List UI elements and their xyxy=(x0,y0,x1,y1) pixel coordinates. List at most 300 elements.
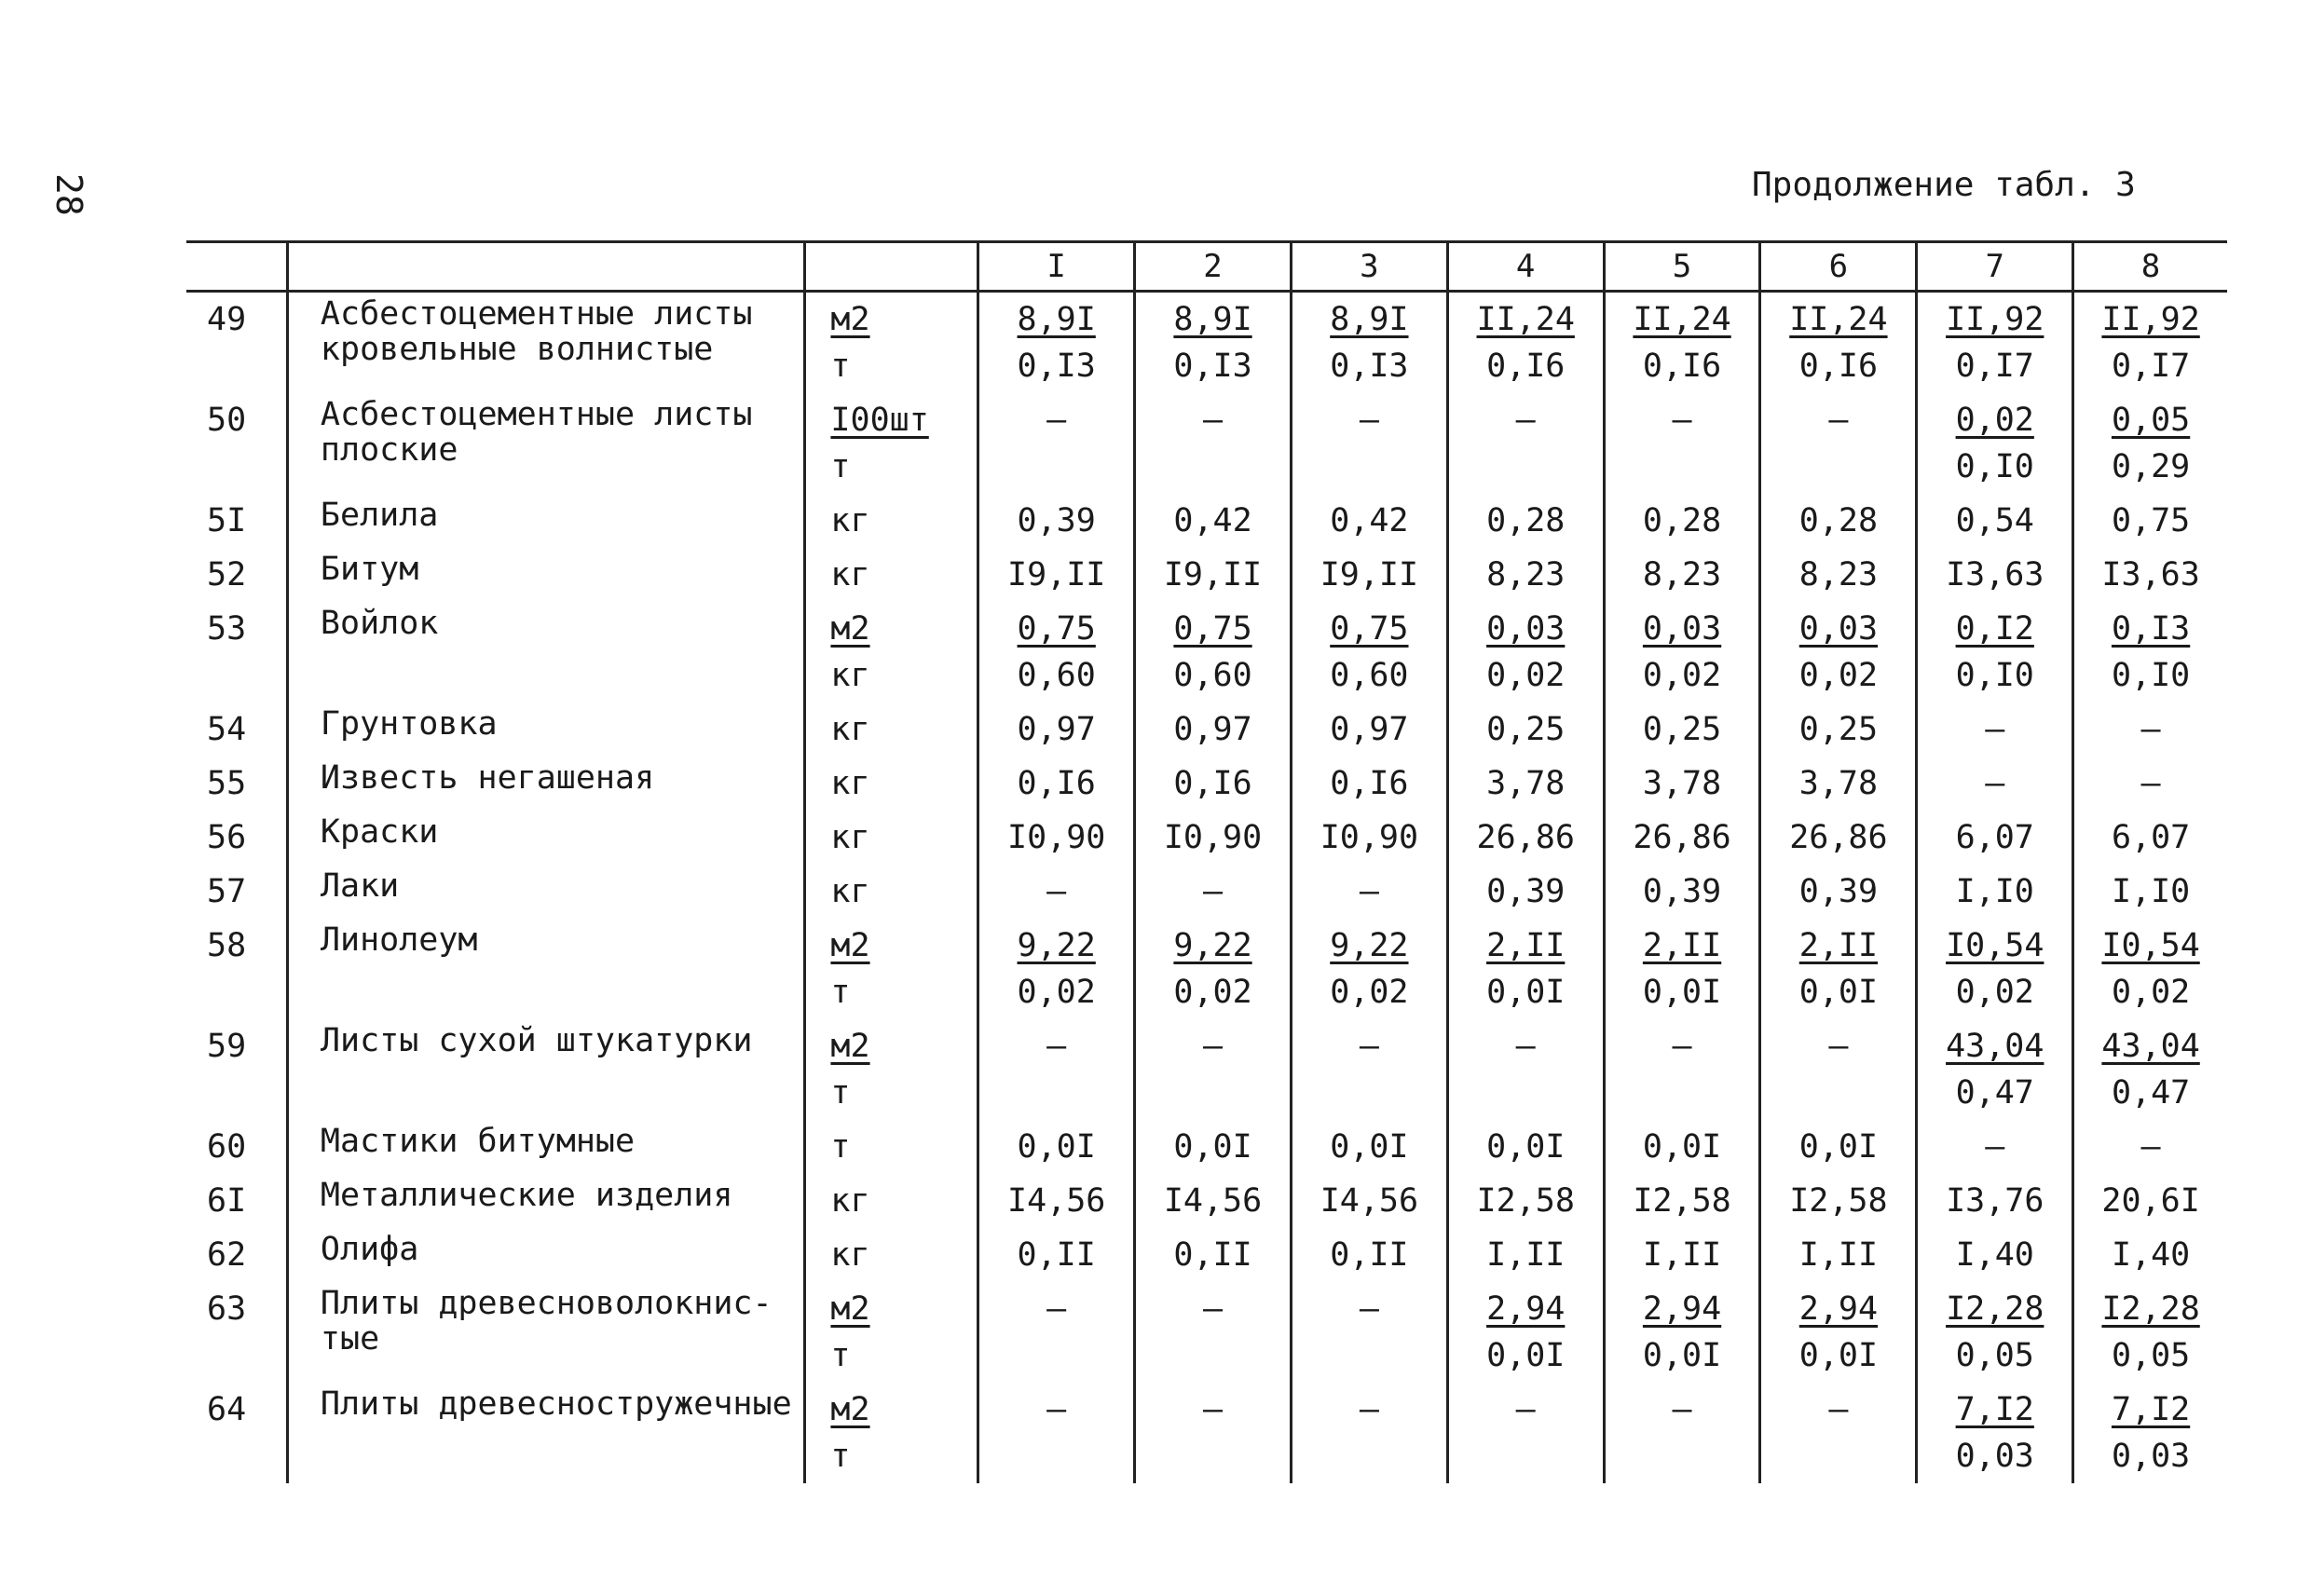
value-text: 0,39 xyxy=(1642,873,1722,910)
value-line xyxy=(1606,552,1759,598)
value-line xyxy=(1136,1124,1290,1170)
unit-cell xyxy=(806,1228,979,1282)
material-name-line: Линолеум xyxy=(320,922,478,958)
value-line xyxy=(979,443,1133,490)
value-text: 0,I2 xyxy=(1955,610,2034,648)
table-row xyxy=(186,703,2227,757)
material-name xyxy=(289,1174,807,1228)
value-text: 0,0I xyxy=(1642,1128,1722,1166)
value-cell-col-6 xyxy=(1761,1174,1918,1228)
value-text: 6,07 xyxy=(2111,819,2191,856)
value-text: 0,I6 xyxy=(1017,765,1096,802)
value-line xyxy=(1292,652,1446,699)
value-text: – xyxy=(2140,711,2161,748)
value-text: 0,0I xyxy=(1798,1337,1879,1374)
value-text: II,24 xyxy=(1476,301,1575,338)
value-text: 20,6I xyxy=(2101,1182,2200,1220)
value-line xyxy=(1606,652,1759,699)
value-text: 0,0I xyxy=(1486,974,1566,1011)
value-line xyxy=(1136,1178,1290,1224)
value-cell-col-2 xyxy=(1136,1174,1292,1228)
value-line xyxy=(1606,1232,1759,1278)
value-cell-col-6 xyxy=(1761,1228,1918,1282)
unit-text: кг xyxy=(830,502,870,539)
unit-cell xyxy=(806,1282,979,1383)
value-line xyxy=(1136,498,1290,544)
value-text: 26,86 xyxy=(1789,819,1888,856)
value-line xyxy=(979,552,1133,598)
value-line xyxy=(1449,969,1603,1016)
value-text: II,92 xyxy=(1946,301,2044,338)
page-number: 28 xyxy=(48,173,89,216)
value-text: 7,I2 xyxy=(2111,1391,2191,1428)
value-cell-col-7 xyxy=(1918,1383,2074,1483)
value-text: 43,04 xyxy=(1946,1028,2044,1065)
value-line xyxy=(2074,760,2227,807)
value-text: – xyxy=(2140,765,2161,802)
unit-line xyxy=(830,343,977,389)
value-line xyxy=(2074,498,2227,544)
value-line xyxy=(1136,760,1290,807)
value-line xyxy=(1761,1433,1915,1480)
unit-text: м2 xyxy=(830,610,870,648)
value-cell-col-7 xyxy=(1918,393,2074,494)
header-cell: 2 xyxy=(1136,243,1292,290)
value-cell-col-4 xyxy=(1449,602,1606,703)
value-line xyxy=(1449,868,1603,915)
value-cell-col-8 xyxy=(2074,1228,2227,1282)
value-cell-col-8 xyxy=(2074,1120,2227,1174)
header-cell: 3 xyxy=(1292,243,1449,290)
value-line xyxy=(1918,969,2072,1016)
row-number-text: 55 xyxy=(207,765,247,802)
value-line xyxy=(1918,922,2072,969)
value-line xyxy=(1292,1332,1446,1379)
value-line xyxy=(1449,922,1603,969)
value-line xyxy=(1136,1433,1290,1480)
value-text: 2,94 xyxy=(1798,1290,1879,1328)
row-number xyxy=(186,811,289,865)
value-line xyxy=(1761,606,1915,652)
value-text: 0,02 xyxy=(1173,974,1252,1011)
value-line xyxy=(1449,1386,1603,1433)
value-line xyxy=(1761,343,1915,389)
value-cell-col-2 xyxy=(1136,293,1292,393)
unit-line xyxy=(830,1124,977,1170)
value-line xyxy=(1606,498,1759,544)
value-text: 0,42 xyxy=(1173,502,1252,539)
value-cell-col-8 xyxy=(2074,494,2227,548)
value-text: 7,I2 xyxy=(1955,1391,2034,1428)
value-cell-col-3 xyxy=(1292,1174,1449,1228)
value-line xyxy=(1449,606,1603,652)
value-cell-col-5 xyxy=(1606,1019,1762,1120)
value-text: I0,90 xyxy=(1163,819,1263,856)
header-cell xyxy=(806,243,979,290)
unit-cell xyxy=(806,1383,979,1483)
value-line xyxy=(1761,498,1915,544)
row-number xyxy=(186,703,289,757)
value-text: I0,54 xyxy=(2101,927,2200,964)
value-cell-col-5 xyxy=(1606,548,1762,602)
value-cell-col-4 xyxy=(1449,1383,1606,1483)
value-line xyxy=(2074,868,2227,915)
value-cell-col-1 xyxy=(979,1120,1136,1174)
unit-text: кг xyxy=(830,657,870,694)
unit-text: м2 xyxy=(830,301,870,338)
value-text: 2,II xyxy=(1642,927,1722,964)
value-text: I3,63 xyxy=(2101,556,2200,593)
unit-cell xyxy=(806,1174,979,1228)
value-line xyxy=(1918,1386,2072,1433)
value-line xyxy=(979,868,1133,915)
value-line xyxy=(1136,868,1290,915)
value-text: 43,04 xyxy=(2101,1028,2200,1065)
value-line xyxy=(1918,606,2072,652)
unit-text: м2 xyxy=(830,1290,870,1328)
value-text: I2,58 xyxy=(1633,1182,1731,1220)
material-name-line: кровельные волнистые xyxy=(320,332,714,367)
value-text: 0,0I xyxy=(1017,1128,1096,1166)
value-text: – xyxy=(1828,1391,1849,1428)
value-text: 0,I0 xyxy=(2111,657,2191,694)
value-cell-col-2 xyxy=(1136,1228,1292,1282)
value-line xyxy=(1292,1286,1446,1332)
material-name-line: Битум xyxy=(320,552,419,587)
value-line xyxy=(1761,1286,1915,1332)
value-cell-col-6 xyxy=(1761,494,1918,548)
value-line xyxy=(1918,1178,2072,1224)
value-line xyxy=(1449,1332,1603,1379)
value-cell-col-3 xyxy=(1292,865,1449,919)
unit-cell xyxy=(806,1120,979,1174)
value-line xyxy=(979,922,1133,969)
material-name-line: Грунтовка xyxy=(320,706,498,742)
value-text: 0,I3 xyxy=(1330,348,1409,385)
unit-cell xyxy=(806,393,979,494)
value-text: 0,0I xyxy=(1330,1128,1409,1166)
value-line xyxy=(1761,1124,1915,1170)
value-line xyxy=(979,1023,1133,1070)
value-text: 0,I6 xyxy=(1486,348,1566,385)
row-number-text: 54 xyxy=(207,711,247,748)
row-number xyxy=(186,1282,289,1383)
value-cell-col-3 xyxy=(1292,757,1449,811)
value-line xyxy=(979,1178,1133,1224)
value-cell-col-8 xyxy=(2074,1282,2227,1383)
value-text: 0,02 xyxy=(1017,974,1096,1011)
value-line xyxy=(1761,1386,1915,1433)
value-line xyxy=(2074,343,2227,389)
value-text: 0,I6 xyxy=(1798,348,1879,385)
value-cell-col-5 xyxy=(1606,1228,1762,1282)
value-line xyxy=(2074,814,2227,861)
value-text: 0,28 xyxy=(1642,502,1722,539)
value-cell-col-3 xyxy=(1292,1120,1449,1174)
value-line xyxy=(1292,498,1446,544)
unit-text: м2 xyxy=(830,927,870,964)
value-line xyxy=(979,1433,1133,1480)
value-line xyxy=(1292,1232,1446,1278)
value-line xyxy=(1136,606,1290,652)
value-text: 0,0I xyxy=(1798,1128,1879,1166)
row-number xyxy=(186,1174,289,1228)
value-line xyxy=(1136,652,1290,699)
value-cell-col-1 xyxy=(979,703,1136,757)
unit-text: т xyxy=(830,974,851,1011)
unit-text: кг xyxy=(830,1236,870,1274)
value-line xyxy=(979,296,1133,343)
value-line xyxy=(1761,760,1915,807)
material-name-line: тые xyxy=(320,1321,380,1357)
unit-line xyxy=(830,1433,977,1480)
value-cell-col-1 xyxy=(979,1383,1136,1483)
value-text: – xyxy=(1359,873,1379,910)
value-text: 9,22 xyxy=(1173,927,1252,964)
value-line xyxy=(1292,296,1446,343)
value-line xyxy=(979,814,1133,861)
value-text: 0,02 xyxy=(1955,974,2034,1011)
value-text: 2,II xyxy=(1486,927,1566,964)
value-line xyxy=(1136,814,1290,861)
row-number xyxy=(186,602,289,703)
value-cell-col-4 xyxy=(1449,757,1606,811)
table-row xyxy=(186,494,2227,548)
value-text: – xyxy=(1359,1290,1379,1328)
row-number-text: 6I xyxy=(207,1182,247,1220)
value-line xyxy=(1136,343,1290,389)
table-row xyxy=(186,1282,2227,1383)
value-cell-col-4 xyxy=(1449,1174,1606,1228)
value-line xyxy=(1761,397,1915,443)
material-name-line: плоские xyxy=(320,432,458,468)
value-text: – xyxy=(1985,711,2005,748)
table-row xyxy=(186,757,2227,811)
value-text: – xyxy=(1202,1028,1224,1065)
row-number xyxy=(186,865,289,919)
unit-text: т xyxy=(830,1337,851,1374)
unit-text: т xyxy=(830,348,851,385)
value-cell-col-6 xyxy=(1761,293,1918,393)
value-text: 0,75 xyxy=(1330,610,1409,648)
value-text: 0,II xyxy=(1173,1236,1252,1274)
table-row xyxy=(186,602,2227,703)
value-cell-col-6 xyxy=(1761,703,1918,757)
value-text: II,24 xyxy=(1789,301,1888,338)
material-name xyxy=(289,1228,807,1282)
value-text: 0,75 xyxy=(1017,610,1096,648)
value-text: 6,07 xyxy=(1955,819,2034,856)
value-text: I,40 xyxy=(1955,1236,2034,1274)
unit-text: м2 xyxy=(830,1391,870,1428)
unit-text: т xyxy=(830,1438,851,1475)
value-line xyxy=(1761,814,1915,861)
value-line xyxy=(1606,1070,1759,1116)
value-cell-col-4 xyxy=(1449,1282,1606,1383)
value-line xyxy=(1606,969,1759,1016)
unit-cell xyxy=(806,494,979,548)
value-line xyxy=(1292,922,1446,969)
value-cell-col-7 xyxy=(1918,602,2074,703)
value-cell-col-5 xyxy=(1606,1383,1762,1483)
value-line xyxy=(1449,552,1603,598)
value-text: 0,29 xyxy=(2111,448,2191,485)
unit-text: т xyxy=(830,448,851,485)
value-line xyxy=(1918,552,2072,598)
value-line xyxy=(1136,1070,1290,1116)
unit-line xyxy=(830,868,977,915)
value-text: I3,76 xyxy=(1946,1182,2044,1220)
value-cell-col-5 xyxy=(1606,865,1762,919)
material-name-line: Краски xyxy=(320,814,439,850)
value-text: – xyxy=(1515,1028,1536,1065)
unit-line xyxy=(830,498,977,544)
value-line xyxy=(1918,343,2072,389)
value-text: – xyxy=(1359,402,1379,439)
value-line xyxy=(2074,1332,2227,1379)
unit-text: кг xyxy=(830,711,870,748)
row-number xyxy=(186,1383,289,1483)
table-row xyxy=(186,293,2227,393)
value-text: 0,03 xyxy=(1798,610,1879,648)
value-text: 0,60 xyxy=(1017,657,1096,694)
value-line xyxy=(1606,706,1759,753)
value-cell-col-1 xyxy=(979,602,1136,703)
material-name xyxy=(289,393,807,494)
value-cell-col-8 xyxy=(2074,602,2227,703)
table-row xyxy=(186,1019,2227,1120)
value-line xyxy=(1606,1286,1759,1332)
material-name-line: Листы сухой штукатурки xyxy=(320,1023,753,1058)
unit-cell xyxy=(806,602,979,703)
value-line xyxy=(1918,652,2072,699)
value-line xyxy=(2074,1232,2227,1278)
value-cell-col-6 xyxy=(1761,757,1918,811)
value-line xyxy=(2074,969,2227,1016)
value-line xyxy=(1606,760,1759,807)
value-line xyxy=(979,969,1133,1016)
material-name xyxy=(289,865,807,919)
value-line xyxy=(1292,1386,1446,1433)
value-text: 0,I7 xyxy=(2111,348,2191,385)
value-text: 0,I6 xyxy=(1330,765,1409,802)
value-text: 0,I7 xyxy=(1955,348,2034,385)
table-header-row xyxy=(186,243,2227,293)
value-line xyxy=(1918,1286,2072,1332)
value-line xyxy=(1292,552,1446,598)
value-line xyxy=(1918,296,2072,343)
value-text: 0,II xyxy=(1330,1236,1409,1274)
value-text: 2,II xyxy=(1798,927,1879,964)
value-text: 3,78 xyxy=(1486,765,1566,802)
value-cell-col-2 xyxy=(1136,757,1292,811)
unit-line xyxy=(830,652,977,699)
unit-line xyxy=(830,606,977,652)
value-text: I9,II xyxy=(1320,556,1419,593)
value-line xyxy=(1606,343,1759,389)
value-text: 26,86 xyxy=(1633,819,1731,856)
value-cell-col-5 xyxy=(1606,811,1762,865)
value-cell-col-6 xyxy=(1761,602,1918,703)
value-cell-col-6 xyxy=(1761,1120,1918,1174)
row-number-text: 58 xyxy=(207,927,247,964)
value-text: – xyxy=(1985,1128,2005,1166)
value-line xyxy=(1449,343,1603,389)
value-text: 0,I0 xyxy=(1955,657,2034,694)
value-line xyxy=(979,1070,1133,1116)
value-cell-col-4 xyxy=(1449,1120,1606,1174)
value-line xyxy=(1449,1232,1603,1278)
value-cell-col-2 xyxy=(1136,602,1292,703)
material-name xyxy=(289,1282,807,1383)
value-cell-col-5 xyxy=(1606,494,1762,548)
value-cell-col-2 xyxy=(1136,919,1292,1019)
value-cell-col-1 xyxy=(979,1228,1136,1282)
value-cell-col-6 xyxy=(1761,1019,1918,1120)
row-number xyxy=(186,548,289,602)
value-line xyxy=(1761,706,1915,753)
value-cell-col-2 xyxy=(1136,1383,1292,1483)
value-cell-col-7 xyxy=(1918,703,2074,757)
material-name-line: Войлок xyxy=(320,606,439,641)
value-line xyxy=(1761,1232,1915,1278)
unit-cell xyxy=(806,919,979,1019)
value-text: 8,9I xyxy=(1017,301,1096,338)
material-name-line: Известь негашеная xyxy=(320,760,655,796)
value-text: 0,60 xyxy=(1173,657,1252,694)
value-text: II,24 xyxy=(1633,301,1731,338)
value-cell-col-6 xyxy=(1761,1383,1918,1483)
value-line xyxy=(1606,296,1759,343)
row-number xyxy=(186,1120,289,1174)
value-cell-col-5 xyxy=(1606,757,1762,811)
value-line xyxy=(1918,1124,2072,1170)
unit-text: т xyxy=(830,1128,851,1166)
value-cell-col-3 xyxy=(1292,703,1449,757)
value-cell-col-4 xyxy=(1449,919,1606,1019)
value-text: 0,25 xyxy=(1486,711,1566,748)
value-line xyxy=(2074,552,2227,598)
unit-cell xyxy=(806,1019,979,1120)
value-cell-col-5 xyxy=(1606,703,1762,757)
row-number-text: 60 xyxy=(207,1128,247,1166)
value-line xyxy=(1292,1124,1446,1170)
unit-cell xyxy=(806,548,979,602)
value-cell-col-4 xyxy=(1449,811,1606,865)
value-text: – xyxy=(1828,1028,1849,1065)
material-name xyxy=(289,1120,807,1174)
value-text: 0,I3 xyxy=(2111,610,2191,648)
value-line xyxy=(1292,397,1446,443)
value-line xyxy=(1606,814,1759,861)
value-cell-col-2 xyxy=(1136,548,1292,602)
value-line xyxy=(1292,814,1446,861)
unit-text: кг xyxy=(830,1182,870,1220)
material-name-line: Металлические изделия xyxy=(320,1178,733,1213)
value-line xyxy=(2074,1070,2227,1116)
value-text: 0,II xyxy=(1017,1236,1096,1274)
value-cell-col-7 xyxy=(1918,1282,2074,1383)
unit-cell xyxy=(806,811,979,865)
value-line xyxy=(1606,1178,1759,1224)
value-text: – xyxy=(1046,1391,1067,1428)
row-number xyxy=(186,757,289,811)
value-line xyxy=(2074,443,2227,490)
value-line xyxy=(1449,1124,1603,1170)
value-line xyxy=(1449,760,1603,807)
value-line xyxy=(1918,397,2072,443)
value-line xyxy=(1918,1023,2072,1070)
